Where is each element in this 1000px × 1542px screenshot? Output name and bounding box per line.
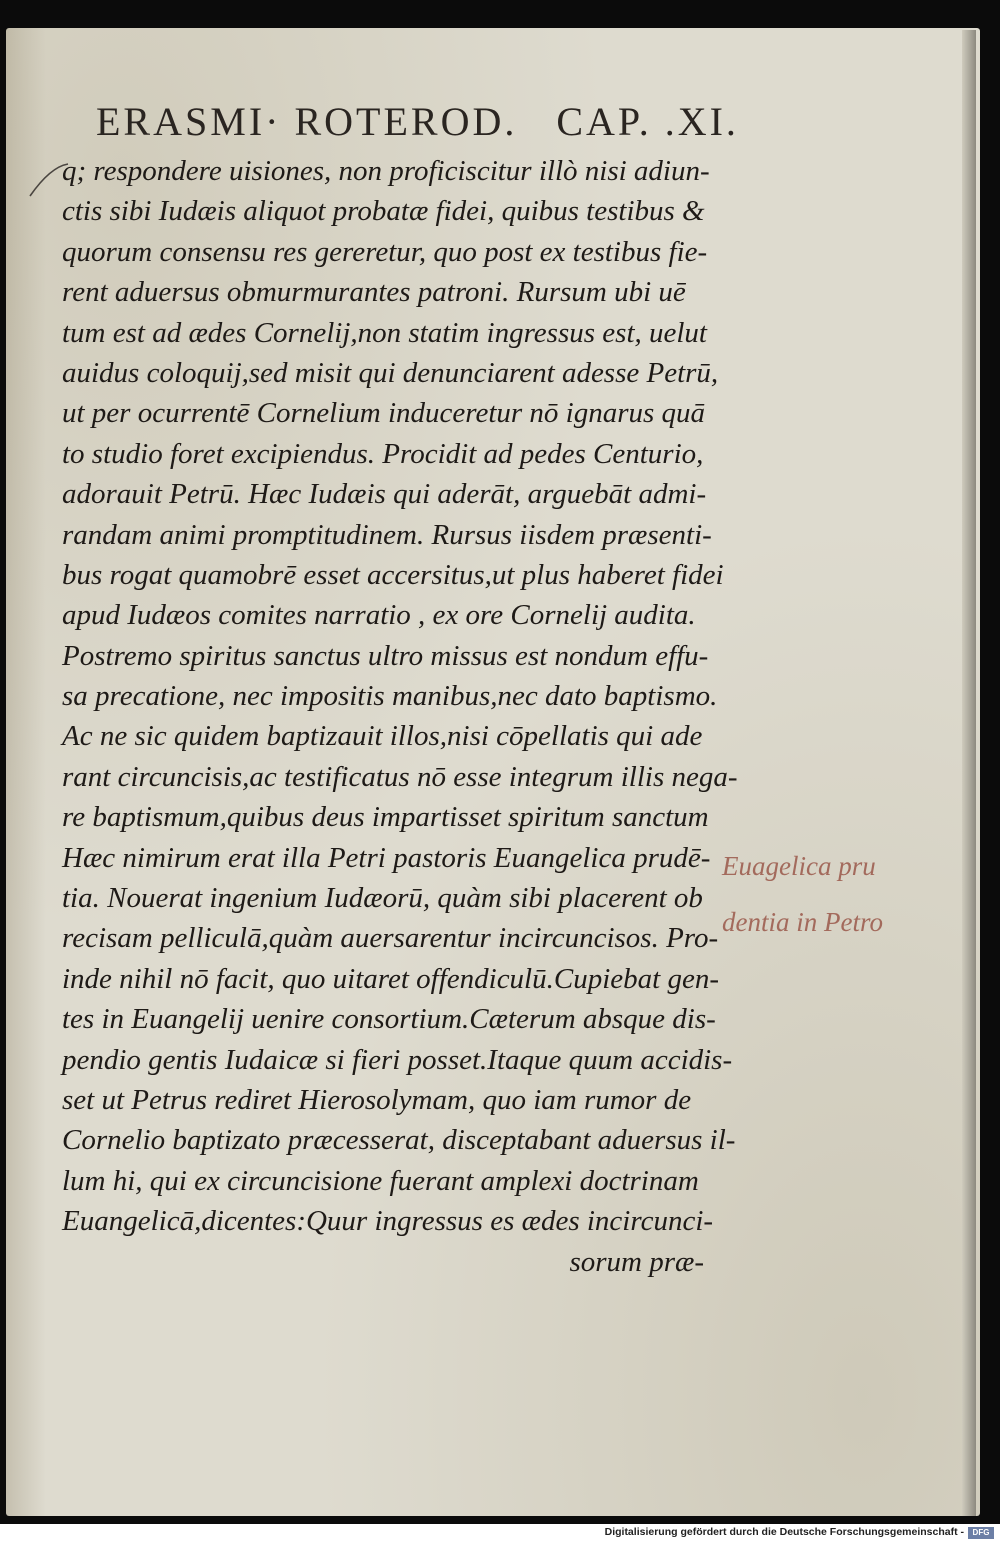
text-line: rant circuncisis,ac testificatus nō esse integrum illis nega- — [62, 760, 738, 793]
text-line: lum hi, qui ex circuncisione fuerant amplexi doctrinam — [62, 1164, 699, 1197]
text-line: rent aduersus obmurmurantes patroni. Rursum ubi uē — [62, 276, 686, 309]
text-line: tia. Nouerat ingenium Iudæorū, quàm sibi placerent ob — [62, 882, 703, 915]
dfg-logo: DFG — [968, 1527, 994, 1539]
text-line: apud Iudæos comites narratio , ex ore Cornelij audita. — [62, 599, 696, 632]
text-line: to studio foret excipiendus. Procidit ad pedes Centurio, — [62, 437, 704, 470]
chapter-label: CAP. .XI. — [556, 99, 739, 144]
running-title: ERASMI· ROTEROD. — [96, 99, 518, 144]
text-line: Ac ne sic quidem baptizauit illos,nisi cōpellatis qui ade — [62, 720, 703, 753]
marginal-annotation — [722, 838, 962, 950]
text-line: adorauit Petrū. Hæc Iudæis qui aderāt, arguebāt admi- — [62, 478, 707, 511]
text-line: pendio gentis Iudaicæ si fieri posset.Itaque quum accidis- — [62, 1043, 733, 1076]
text-line: inde nihil nō facit, quo uitaret offendiculū.Cupiebat gen- — [62, 962, 719, 995]
text-line: ut per ocurrentē Cornelium induceretur nō ignarus quā — [62, 397, 706, 430]
running-header — [96, 98, 739, 145]
text-line: auidus coloquij,sed misit qui denunciarent adesse Petrū, — [62, 356, 719, 389]
margin-note-line-1: Euagelica pru — [722, 851, 876, 881]
text-line: Cornelio baptizato præcesserat, disceptabant aduersus il- — [62, 1124, 736, 1157]
footer-bar — [0, 1524, 1000, 1542]
text-line: recisam pelliculā,quàm auersarentur incircuncisos. Pro- — [62, 922, 719, 955]
body-text — [62, 151, 738, 1282]
text-line: tum est ad ædes Cornelij,non statim ingressus est, uelut — [62, 316, 707, 349]
text-line: Hæc nimirum erat illa Petri pastoris Euangelica prudē- — [62, 841, 711, 874]
text-line: bus rogat quamobrē esset accersitus,ut plus haberet fidei — [62, 558, 724, 591]
page-edge — [962, 30, 976, 1516]
text-line: Euangelicā,dicentes:Quur ingressus es ædes incircunci- — [62, 1205, 714, 1238]
catchword: sorum præ- — [569, 1245, 704, 1278]
text-line: randam animi promptitudinem. Rursus iisdem præsenti- — [62, 518, 712, 551]
text-line: tes in Euangelij uenire consortium.Cæterum absque dis- — [62, 1003, 716, 1036]
margin-note-line-2: dentia in Petro — [722, 907, 883, 937]
text-line: set ut Petrus rediret Hierosolymam, quo iam rumor de — [62, 1083, 692, 1116]
text-line: sa precatione, nec impositis manibus,nec dato baptismo. — [62, 680, 718, 713]
funding-credit: Digitalisierung gefördert durch die Deutsche Forschungsgemeinschaft - — [604, 1526, 964, 1538]
text-line: quorum consensu res gereretur, quo post ex testibus fie- — [62, 235, 708, 268]
text-line: ctis sibi Iudæis aliquot probatæ fidei, quibus testibus & — [62, 195, 705, 228]
text-line: re baptismum,quibus deus impartisset spiritum sanctum — [62, 801, 709, 834]
text-line: q; respondere uisiones, non proficiscitur illò nisi adiun- — [62, 155, 710, 187]
text-line: Postremo spiritus sanctus ultro missus est nondum effu- — [62, 639, 709, 672]
